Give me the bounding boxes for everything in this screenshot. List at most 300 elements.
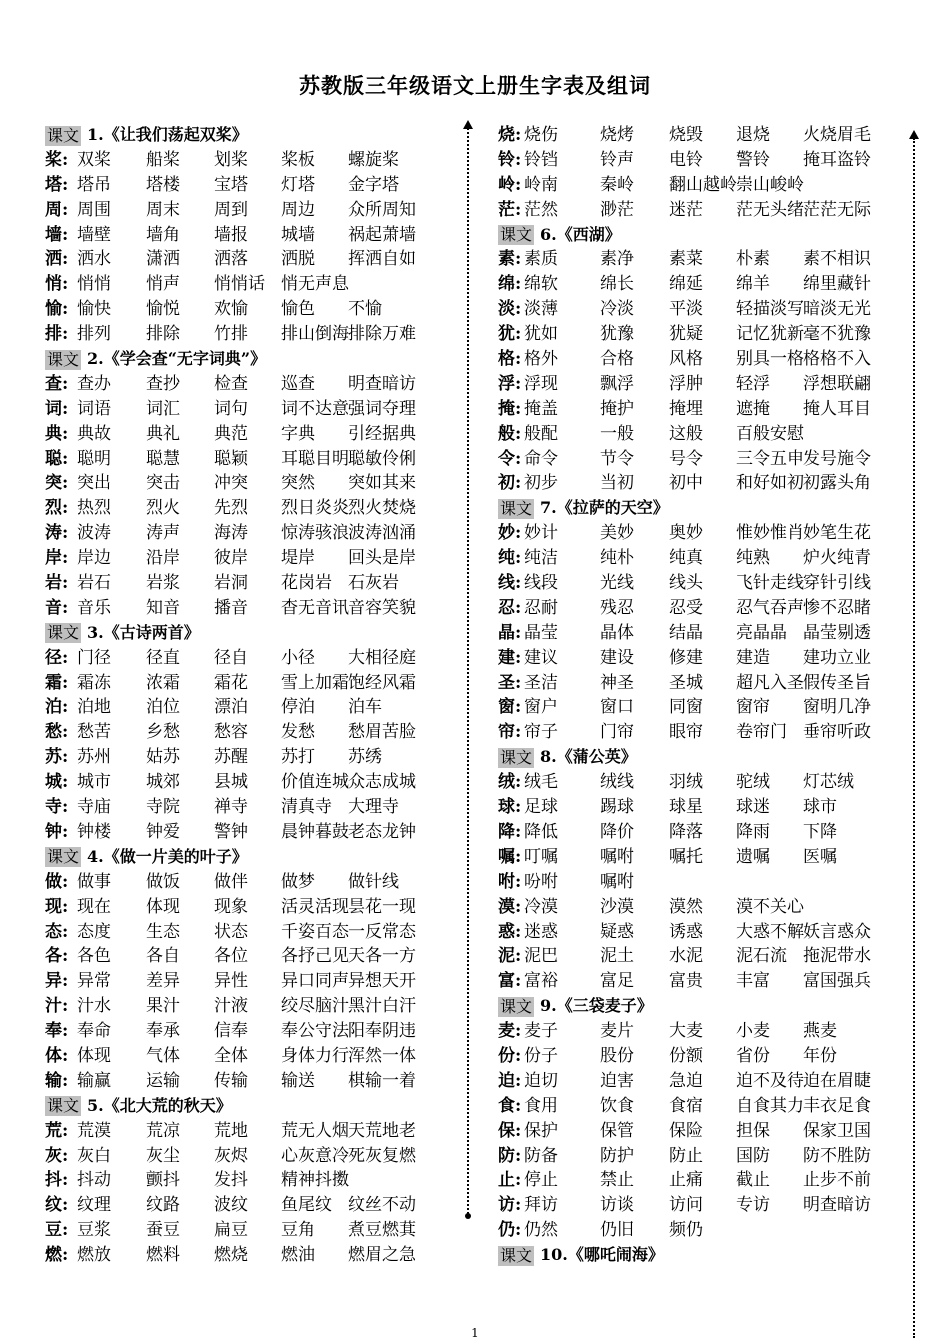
lesson-title: 9.《三袋麦子》	[540, 996, 653, 1016]
word: 鱼尾纹	[281, 1195, 332, 1216]
lesson-title: 7.《拉萨的天空》	[540, 498, 669, 518]
character-entry	[45, 795, 455, 820]
word: 聪明	[77, 448, 111, 469]
character-entry	[498, 1019, 888, 1044]
word: 洒水	[77, 249, 111, 270]
word: 迷惑	[524, 921, 558, 942]
character: 嘱:	[498, 846, 522, 867]
word: 朴素	[736, 249, 770, 270]
word: 富足	[600, 971, 634, 992]
word: 传输	[214, 1070, 248, 1091]
word: 颤抖	[146, 1170, 180, 1191]
word: 彼岸	[214, 548, 248, 569]
lesson-tag: 课文	[47, 1096, 80, 1116]
character-entry	[45, 944, 455, 969]
character-entry	[498, 322, 888, 347]
word: 城市	[77, 772, 111, 793]
word: 窗帘	[736, 697, 770, 718]
character-entry	[498, 1069, 888, 1094]
word: 荒凉	[146, 1120, 180, 1141]
word: 知音	[146, 597, 180, 618]
word: 做针线	[348, 871, 399, 892]
word: 洒脱	[281, 249, 315, 270]
character-entry	[45, 695, 455, 720]
character: 输:	[45, 1070, 69, 1091]
word: 活灵活现	[281, 896, 349, 917]
word: 周边	[281, 199, 315, 220]
word: 音乐	[77, 597, 111, 618]
word: 光线	[600, 573, 634, 594]
character-entry	[45, 397, 455, 422]
character-entry	[45, 720, 455, 745]
word: 周围	[77, 199, 111, 220]
word: 圣城	[669, 672, 703, 693]
character-entry	[498, 397, 888, 422]
character-entry	[498, 795, 888, 820]
word: 蚕豆	[146, 1220, 180, 1241]
word: 全体	[214, 1045, 248, 1066]
character-entry	[498, 695, 888, 720]
character: 防:	[498, 1145, 522, 1166]
word: 漠然	[669, 896, 703, 917]
word: 麦子	[524, 1021, 558, 1042]
word: 停泊	[281, 697, 315, 718]
word: 降价	[600, 821, 634, 842]
character: 格:	[498, 349, 522, 370]
word: 波涛汹涌	[348, 523, 416, 544]
word: 洒落	[214, 249, 248, 270]
word: 做事	[77, 871, 111, 892]
word: 拖泥带水	[803, 946, 871, 967]
character: 保:	[498, 1120, 522, 1141]
word: 降落	[669, 821, 703, 842]
word: 海涛	[214, 523, 248, 544]
character: 令:	[498, 448, 522, 469]
word: 绵软	[524, 274, 558, 295]
word: 合格	[600, 349, 634, 370]
character: 迫:	[498, 1070, 522, 1091]
word: 愁容	[214, 722, 248, 743]
lesson-tag: 课文	[47, 847, 80, 867]
character-entry	[45, 1218, 455, 1243]
word: 节令	[600, 448, 634, 469]
word: 遗嘱	[736, 846, 770, 867]
character-entry	[45, 198, 455, 223]
word: 淡薄	[524, 299, 558, 320]
word: 城郊	[146, 772, 180, 793]
word: 防护	[600, 1145, 634, 1166]
character: 圣:	[498, 672, 522, 693]
word: 叮嘱	[524, 846, 558, 867]
word: 挥洒自如	[348, 249, 416, 270]
word: 这般	[669, 423, 703, 444]
word: 漂泊	[214, 697, 248, 718]
word: 保护	[524, 1120, 558, 1141]
word: 掩耳盗铃	[803, 149, 871, 170]
character-entry	[45, 1119, 455, 1144]
word: 输赢	[77, 1070, 111, 1091]
word: 死灰复燃	[348, 1145, 416, 1166]
character: 建:	[498, 647, 522, 668]
character: 汁:	[45, 996, 69, 1017]
word: 异性	[214, 971, 248, 992]
character-entry	[498, 596, 888, 621]
word: 悄声	[146, 274, 180, 295]
character: 食:	[498, 1095, 522, 1116]
word: 先烈	[214, 498, 248, 519]
word: 晶莹剔透	[803, 622, 871, 643]
word: 字典	[281, 423, 315, 444]
word: 纹路	[146, 1195, 180, 1216]
character: 寺:	[45, 797, 69, 818]
word: 掩护	[600, 398, 634, 419]
character-entry	[498, 148, 888, 173]
word: 千姿百态	[281, 921, 349, 942]
word: 犹疑	[669, 324, 703, 345]
word: 钟楼	[77, 821, 111, 842]
character-entry	[498, 447, 888, 472]
word: 气体	[146, 1045, 180, 1066]
word: 状态	[214, 921, 248, 942]
word: 轻描淡写	[736, 299, 804, 320]
word: 愉色	[281, 299, 315, 320]
word: 医嘱	[803, 846, 837, 867]
word: 同窗	[669, 697, 703, 718]
word: 突出	[77, 473, 111, 494]
word: 霜花	[214, 672, 248, 693]
character: 做:	[45, 871, 69, 892]
word: 平淡	[669, 299, 703, 320]
character-entry	[45, 671, 455, 696]
word: 烈火焚烧	[348, 498, 416, 519]
character: 岸:	[45, 548, 69, 569]
character-entry	[498, 671, 888, 696]
character: 止:	[498, 1170, 522, 1191]
word: 昙花一现	[348, 896, 416, 917]
word: 阳奉阴违	[348, 1021, 416, 1042]
word: 愉悦	[146, 299, 180, 320]
word: 岸边	[77, 548, 111, 569]
word: 岭南	[524, 174, 558, 195]
character-entry	[498, 944, 888, 969]
word: 丰富	[736, 971, 770, 992]
word: 天各一方	[348, 946, 416, 967]
word: 嘱托	[669, 846, 703, 867]
character-entry	[45, 820, 455, 845]
character: 访:	[498, 1195, 522, 1216]
word: 精神抖擞	[281, 1170, 349, 1191]
word: 嘱咐	[600, 846, 634, 867]
character-entry	[498, 870, 888, 895]
column-separator	[467, 128, 469, 1214]
word: 美妙	[600, 523, 634, 544]
word: 拜访	[524, 1195, 558, 1216]
character-entry	[498, 198, 888, 223]
word: 穿针引线	[803, 573, 871, 594]
word: 频仍	[669, 1220, 703, 1241]
character-entry	[45, 969, 455, 994]
word: 愁苦	[77, 722, 111, 743]
character: 典:	[45, 423, 69, 444]
character: 愁:	[45, 722, 69, 743]
word: 燃油	[281, 1245, 315, 1266]
character: 突:	[45, 473, 69, 494]
character-entry	[45, 571, 455, 596]
word: 掩盖	[524, 398, 558, 419]
word: 眼帘	[669, 722, 703, 743]
lesson-heading	[498, 994, 888, 1019]
word: 奉承	[146, 1021, 180, 1042]
word: 绵长	[600, 274, 634, 295]
word: 和好如初	[736, 473, 804, 494]
character: 奉:	[45, 1021, 69, 1042]
word: 窗口	[600, 697, 634, 718]
character: 晶:	[498, 622, 522, 643]
lesson-tag: 课文	[500, 498, 533, 518]
word: 忍气吞声	[736, 597, 804, 618]
word: 崇山峻岭	[736, 174, 804, 195]
word: 奥妙	[669, 523, 703, 544]
word: 价值连城	[281, 772, 349, 793]
character-entry	[498, 1094, 888, 1119]
word: 泊地	[77, 697, 111, 718]
word: 众志成城	[348, 772, 416, 793]
character: 周:	[45, 199, 69, 220]
word: 妖言惑众	[803, 921, 871, 942]
word: 素净	[600, 249, 634, 270]
word: 纯朴	[600, 548, 634, 569]
word: 欢愉	[214, 299, 248, 320]
word: 禅寺	[214, 797, 248, 818]
word: 晶莹	[524, 622, 558, 643]
character: 铃:	[498, 149, 522, 170]
word: 典礼	[146, 423, 180, 444]
character-entry	[45, 297, 455, 322]
word: 排列	[77, 324, 111, 345]
word: 绵延	[669, 274, 703, 295]
word: 发号施令	[803, 448, 871, 469]
character-entry	[498, 646, 888, 671]
word: 门径	[77, 647, 111, 668]
word: 防止	[669, 1145, 703, 1166]
word: 烈日炎炎	[281, 498, 349, 519]
word: 播音	[214, 597, 248, 618]
character-entry	[498, 347, 888, 372]
word: 宝塔	[214, 174, 248, 195]
lesson-title: 4.《做一片美的叶子》	[87, 846, 248, 866]
word: 般配	[524, 423, 558, 444]
word: 巡查	[281, 373, 315, 394]
word: 一反常态	[348, 921, 416, 942]
character: 泊:	[45, 697, 69, 718]
word: 大惑不解	[736, 921, 804, 942]
word: 发抖	[214, 1170, 248, 1191]
lesson-tag: 课文	[47, 623, 80, 643]
right-column	[498, 123, 888, 1268]
word: 股份	[600, 1045, 634, 1066]
lesson-title: 8.《蒲公英》	[540, 747, 637, 767]
word: 棋输一着	[348, 1070, 416, 1091]
word: 聪慧	[146, 448, 180, 469]
word: 汁水	[77, 996, 111, 1017]
word: 遮掩	[736, 398, 770, 419]
lesson-tag: 课文	[500, 996, 533, 1016]
word: 份额	[669, 1045, 703, 1066]
word: 初步	[524, 473, 558, 494]
word: 燃料	[146, 1245, 180, 1266]
word: 毫不犹豫	[803, 324, 871, 345]
word: 泥土	[600, 946, 634, 967]
word: 惨不忍睹	[803, 597, 871, 618]
word: 电铃	[669, 149, 703, 170]
word: 生态	[146, 921, 180, 942]
word: 诱惑	[669, 921, 703, 942]
word: 现象	[214, 896, 248, 917]
word: 初中	[669, 473, 703, 494]
character: 纹:	[45, 1195, 69, 1216]
word: 奉公守法	[281, 1021, 349, 1042]
word: 麦片	[600, 1021, 634, 1042]
word: 径直	[146, 647, 180, 668]
word: 乡愁	[146, 722, 180, 743]
character: 球:	[498, 797, 522, 818]
word: 塔吊	[77, 174, 111, 195]
lesson-heading	[45, 621, 455, 646]
lesson-heading	[45, 347, 455, 372]
character-entry	[45, 223, 455, 248]
character-entry	[498, 372, 888, 397]
word: 体现	[146, 896, 180, 917]
word: 雪上加霜	[281, 672, 349, 693]
character: 降:	[498, 821, 522, 842]
word: 悄悄话	[214, 274, 265, 295]
lesson-heading	[498, 223, 888, 248]
word: 晶体	[600, 622, 634, 643]
word: 排山倒海	[281, 324, 349, 345]
word: 泥石流	[736, 946, 787, 967]
character-entry	[45, 770, 455, 795]
word: 异想天开	[348, 971, 416, 992]
word: 桨板	[281, 149, 315, 170]
character-entry	[45, 372, 455, 397]
word: 水泥	[669, 946, 703, 967]
word: 急迫	[669, 1070, 703, 1091]
word: 燕麦	[803, 1021, 837, 1042]
character-entry	[45, 546, 455, 571]
word: 浮想联翩	[803, 373, 871, 394]
word: 波纹	[214, 1195, 248, 1216]
word: 修建	[669, 647, 703, 668]
lesson-heading	[45, 1094, 455, 1119]
character: 体:	[45, 1045, 69, 1066]
word: 周末	[146, 199, 180, 220]
character: 音:	[45, 597, 69, 618]
character-entry	[498, 173, 888, 198]
word: 纹丝不动	[348, 1195, 416, 1216]
word: 城墙	[281, 224, 315, 245]
word: 扁豆	[214, 1220, 248, 1241]
character-entry	[498, 1218, 888, 1243]
word: 荒无人烟	[281, 1120, 349, 1141]
word: 神圣	[600, 672, 634, 693]
character-entry	[45, 994, 455, 1019]
word: 建议	[524, 647, 558, 668]
word: 纯熟	[736, 548, 770, 569]
word: 防备	[524, 1145, 558, 1166]
right-edge-line	[913, 138, 915, 1338]
word: 苏打	[281, 747, 315, 768]
word: 悄无声息	[281, 274, 349, 295]
character: 洒:	[45, 249, 69, 270]
lesson-title: 6.《西湖》	[540, 224, 621, 244]
character: 妙:	[498, 523, 522, 544]
character-entry	[498, 471, 888, 496]
word: 降低	[524, 821, 558, 842]
word: 犹如	[524, 324, 558, 345]
word: 现在	[77, 896, 111, 917]
character: 纯:	[498, 548, 522, 569]
word: 警钟	[214, 821, 248, 842]
word: 运输	[146, 1070, 180, 1091]
word: 灰白	[77, 1145, 111, 1166]
character: 淡:	[498, 299, 522, 320]
word: 茫无头绪	[736, 199, 804, 220]
word: 担保	[736, 1120, 770, 1141]
word: 烧烤	[600, 125, 634, 145]
character: 惑:	[498, 921, 522, 942]
word: 天荒地老	[348, 1120, 416, 1141]
word: 不愉	[348, 299, 382, 320]
character-entry	[498, 820, 888, 845]
word: 众所周知	[348, 199, 416, 220]
word: 竹排	[214, 324, 248, 345]
word: 突击	[146, 473, 180, 494]
character-entry	[45, 496, 455, 521]
character-entry	[45, 1019, 455, 1044]
word: 燃眉之急	[348, 1245, 416, 1266]
character: 塔:	[45, 174, 69, 195]
word: 径自	[214, 647, 248, 668]
word: 轻浮	[736, 373, 770, 394]
word: 沙漠	[600, 896, 634, 917]
lesson-heading	[498, 745, 888, 770]
word: 涛声	[146, 523, 180, 544]
character-entry	[45, 1243, 455, 1268]
word: 妙笔生花	[803, 523, 871, 544]
character-entry	[45, 521, 455, 546]
word: 检查	[214, 373, 248, 394]
lesson-tag: 课文	[47, 349, 80, 369]
word: 烧伤	[524, 125, 558, 145]
word: 茫然	[524, 199, 558, 220]
word: 嘱咐	[600, 871, 634, 892]
word: 沿岸	[146, 548, 180, 569]
word: 查抄	[146, 373, 180, 394]
lesson-heading	[498, 496, 888, 521]
word: 异口同声	[281, 971, 349, 992]
word: 烧毁	[669, 125, 703, 145]
word: 飞针走线	[736, 573, 804, 594]
character: 查:	[45, 373, 69, 394]
word: 份子	[524, 1045, 558, 1066]
word: 驼绒	[736, 772, 770, 793]
character: 聪:	[45, 448, 69, 469]
lesson-title: 5.《北大荒的秋天》	[87, 1095, 232, 1115]
word: 铃铛	[524, 149, 558, 170]
word: 强词夺理	[348, 398, 416, 419]
word: 冲突	[214, 473, 248, 494]
character: 绵:	[498, 274, 522, 295]
